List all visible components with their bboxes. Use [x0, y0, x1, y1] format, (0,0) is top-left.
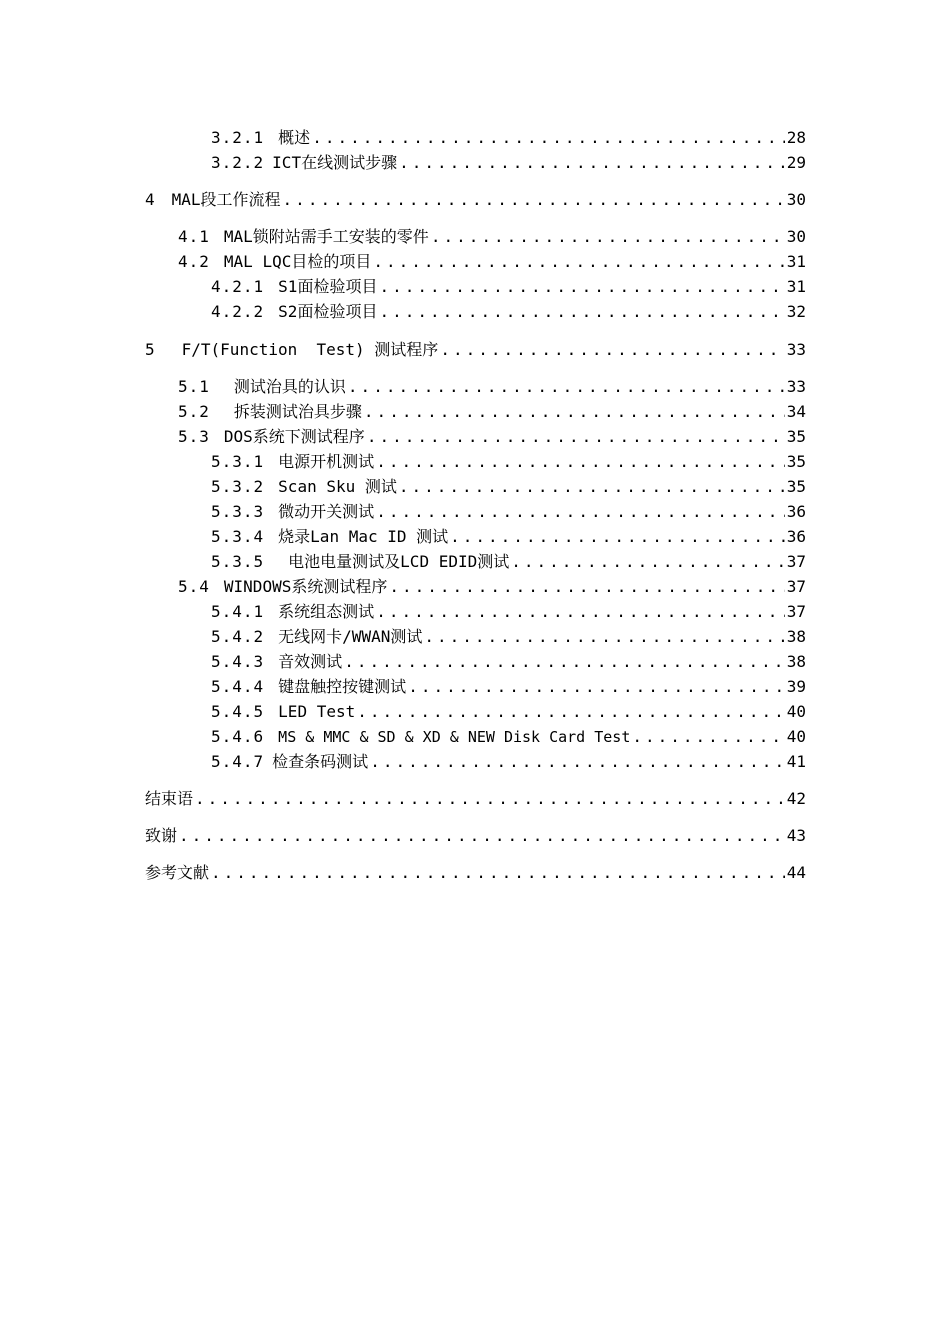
toc-entry[interactable] [145, 600, 806, 624]
toc-leader-dots [367, 425, 785, 449]
toc-entry-title: MAL锁附站需手工安装的零件 [223, 227, 429, 246]
toc-entry[interactable] [145, 338, 806, 362]
toc-entry-page: 28 [786, 128, 806, 147]
toc-entry-page: 35 [786, 427, 806, 446]
toc-entry-title: 结束语 [145, 789, 194, 808]
toc-entry-page: 29 [786, 153, 806, 172]
toc-entry-page: 31 [786, 252, 806, 271]
toc-leader-dots [379, 275, 784, 299]
toc-leader-dots [195, 787, 785, 811]
toc-leader-dots [424, 625, 784, 649]
toc-entry-page: 37 [786, 577, 806, 596]
toc-entry-page: 30 [786, 227, 806, 246]
toc-entry-title: 致谢 [145, 826, 178, 845]
toc-entry-number: 5.3 [178, 427, 210, 446]
toc-entry-page: 38 [786, 627, 806, 646]
toc-entry-page: 35 [786, 452, 806, 471]
toc-entry[interactable] [145, 675, 806, 699]
toc-entry-title: DOS系统下测试程序 [223, 427, 365, 446]
toc-entry-title: 系统组态测试 [278, 602, 375, 621]
toc-entry-title: 参考文献 [145, 863, 210, 882]
toc-entry-page: 40 [786, 727, 806, 746]
toc-entry-title: MS & MMC & SD & XD & NEW Disk Card Test [278, 728, 631, 746]
toc-entry-title: MAL LQC目检的项目 [223, 252, 372, 271]
toc-entry-number: 5.4.5 [211, 702, 265, 721]
toc-entry-page: 36 [786, 527, 806, 546]
toc-entry-page: 39 [786, 677, 806, 696]
toc-entry-number: 5.4.2 [211, 627, 265, 646]
toc-leader-dots [389, 575, 784, 599]
toc-leader-dots [399, 151, 785, 175]
toc-entry-title: WINDOWS系统测试程序 [223, 577, 388, 596]
toc-entry-title: 微动开关测试 [278, 502, 375, 521]
toc-leader-dots [312, 126, 785, 150]
toc-leader-dots [344, 650, 785, 674]
toc-entry-page: 44 [786, 863, 806, 882]
toc-entry-title: 概述 [278, 128, 311, 147]
toc-leader-dots [348, 375, 785, 399]
toc-leader-dots [408, 675, 785, 699]
toc-entry[interactable] [145, 575, 806, 599]
toc-entry-number: 5 [145, 340, 156, 359]
toc-entry-title: ICT在线测试步骤 [272, 153, 398, 172]
toc-entry[interactable] [145, 525, 806, 549]
toc-leader-dots [511, 550, 784, 574]
toc-entry-title: 键盘触控按键测试 [278, 677, 407, 696]
toc-entry-title: S1面检验项目 [278, 277, 378, 296]
toc-leader-dots [370, 750, 785, 774]
toc-entry-number: 5.4.7 [211, 752, 265, 771]
toc-leader-dots [364, 400, 785, 424]
toc-entry[interactable] [145, 450, 806, 474]
toc-entry-title: Scan Sku 测试 [278, 477, 397, 496]
toc-entry-title: 电池电量测试及LCD EDID测试 [288, 552, 510, 571]
toc-entry-number: 5.4.6 [211, 727, 265, 746]
toc-entry[interactable] [145, 425, 806, 449]
toc-entry-page: 41 [786, 752, 806, 771]
toc-leader-dots [440, 338, 784, 362]
toc-entry-page: 40 [786, 702, 806, 721]
toc-entry-number: 5.3.4 [211, 527, 265, 546]
toc-entry-number: 3.2.2 [211, 153, 265, 172]
toc-entry-page: 32 [786, 302, 806, 321]
toc-entry-number: 5.3.2 [211, 477, 265, 496]
toc-entry[interactable] [145, 151, 806, 175]
toc-leader-dots [450, 525, 785, 549]
toc-entry-page: 33 [786, 340, 806, 359]
toc-entry-title: 烧录Lan Mac ID 测试 [278, 527, 449, 546]
toc-entry-page: 38 [786, 652, 806, 671]
toc-entry-title: 音效测试 [278, 652, 343, 671]
toc-entry-title: 测试治具的认识 [233, 377, 346, 396]
toc-entry-number: 5.2 [178, 402, 210, 421]
toc-entry-number: 5.3.1 [211, 452, 265, 471]
toc-leader-dots [632, 725, 784, 749]
toc-entry-page: 42 [786, 789, 806, 808]
toc-entry-page: 30 [786, 190, 806, 209]
toc-entry[interactable] [145, 861, 806, 885]
toc-entry[interactable] [145, 700, 806, 724]
toc-entry[interactable] [145, 787, 806, 811]
toc-entry[interactable] [145, 500, 806, 524]
toc-entry-page: 37 [786, 602, 806, 621]
toc-entry[interactable] [145, 725, 806, 749]
toc-entry-title: LED Test [278, 702, 356, 721]
toc-leader-dots [376, 450, 785, 474]
toc-entry[interactable] [145, 375, 806, 399]
toc-entry-page: 35 [786, 477, 806, 496]
toc-entry-number: 4.2 [178, 252, 210, 271]
toc-leader-dots [357, 700, 785, 724]
toc-entry-number: 5.4.1 [211, 602, 265, 621]
toc-entry[interactable] [145, 650, 806, 674]
toc-entry-number: 5.4.3 [211, 652, 265, 671]
toc-entry[interactable] [145, 475, 806, 499]
toc-entry-number: 4.2.1 [211, 277, 265, 296]
toc-entry-page: 36 [786, 502, 806, 521]
toc-entry[interactable] [145, 126, 806, 150]
toc-entry[interactable] [145, 824, 806, 848]
toc-entry[interactable] [145, 188, 806, 212]
toc-entry-number: 4.2.2 [211, 302, 265, 321]
toc-leader-dots [179, 824, 785, 848]
toc-entry[interactable] [145, 625, 806, 649]
toc-entry-number: 5.3.5 [211, 552, 265, 571]
toc-entry[interactable] [145, 250, 806, 274]
toc-entry-page: 33 [786, 377, 806, 396]
toc-entry-title: F/T(Function Test) 测试程序 [181, 340, 439, 359]
toc-leader-dots [373, 250, 784, 274]
toc-entry-number: 3.2.1 [211, 128, 265, 147]
toc-entry-number: 5.4.4 [211, 677, 265, 696]
toc-entry-number: 4.1 [178, 227, 210, 246]
toc-entry-page: 31 [786, 277, 806, 296]
toc-entry[interactable] [145, 225, 806, 249]
toc-entry-number: 4 [145, 190, 156, 209]
toc-entry-number: 5.3.3 [211, 502, 265, 521]
toc-entry-number: 5.4 [178, 577, 210, 596]
toc-entry-title: MAL段工作流程 [171, 190, 281, 209]
toc-entry-page: 34 [786, 402, 806, 421]
toc-leader-dots [376, 500, 785, 524]
toc-entry[interactable] [145, 300, 806, 324]
toc-leader-dots [376, 600, 785, 624]
toc-leader-dots [379, 300, 784, 324]
toc-entry[interactable] [145, 550, 806, 574]
toc-entry-title: 无线网卡/WWAN测试 [278, 627, 423, 646]
toc-entry-page: 43 [786, 826, 806, 845]
toc-entry-title: 检查条码测试 [272, 752, 369, 771]
toc-entry-title: 拆装测试治具步骤 [233, 402, 362, 421]
toc-entry[interactable] [145, 400, 806, 424]
toc-leader-dots [211, 861, 785, 885]
toc-leader-dots [399, 475, 785, 499]
toc-entry-number: 5.1 [178, 377, 210, 396]
toc-entry-title: S2面检验项目 [278, 302, 378, 321]
toc-entry[interactable] [145, 275, 806, 299]
toc-entry[interactable] [145, 750, 806, 774]
toc-leader-dots [431, 225, 785, 249]
toc-entry-page: 37 [786, 552, 806, 571]
toc-entry-title: 电源开机测试 [278, 452, 375, 471]
toc-leader-dots [283, 188, 785, 212]
